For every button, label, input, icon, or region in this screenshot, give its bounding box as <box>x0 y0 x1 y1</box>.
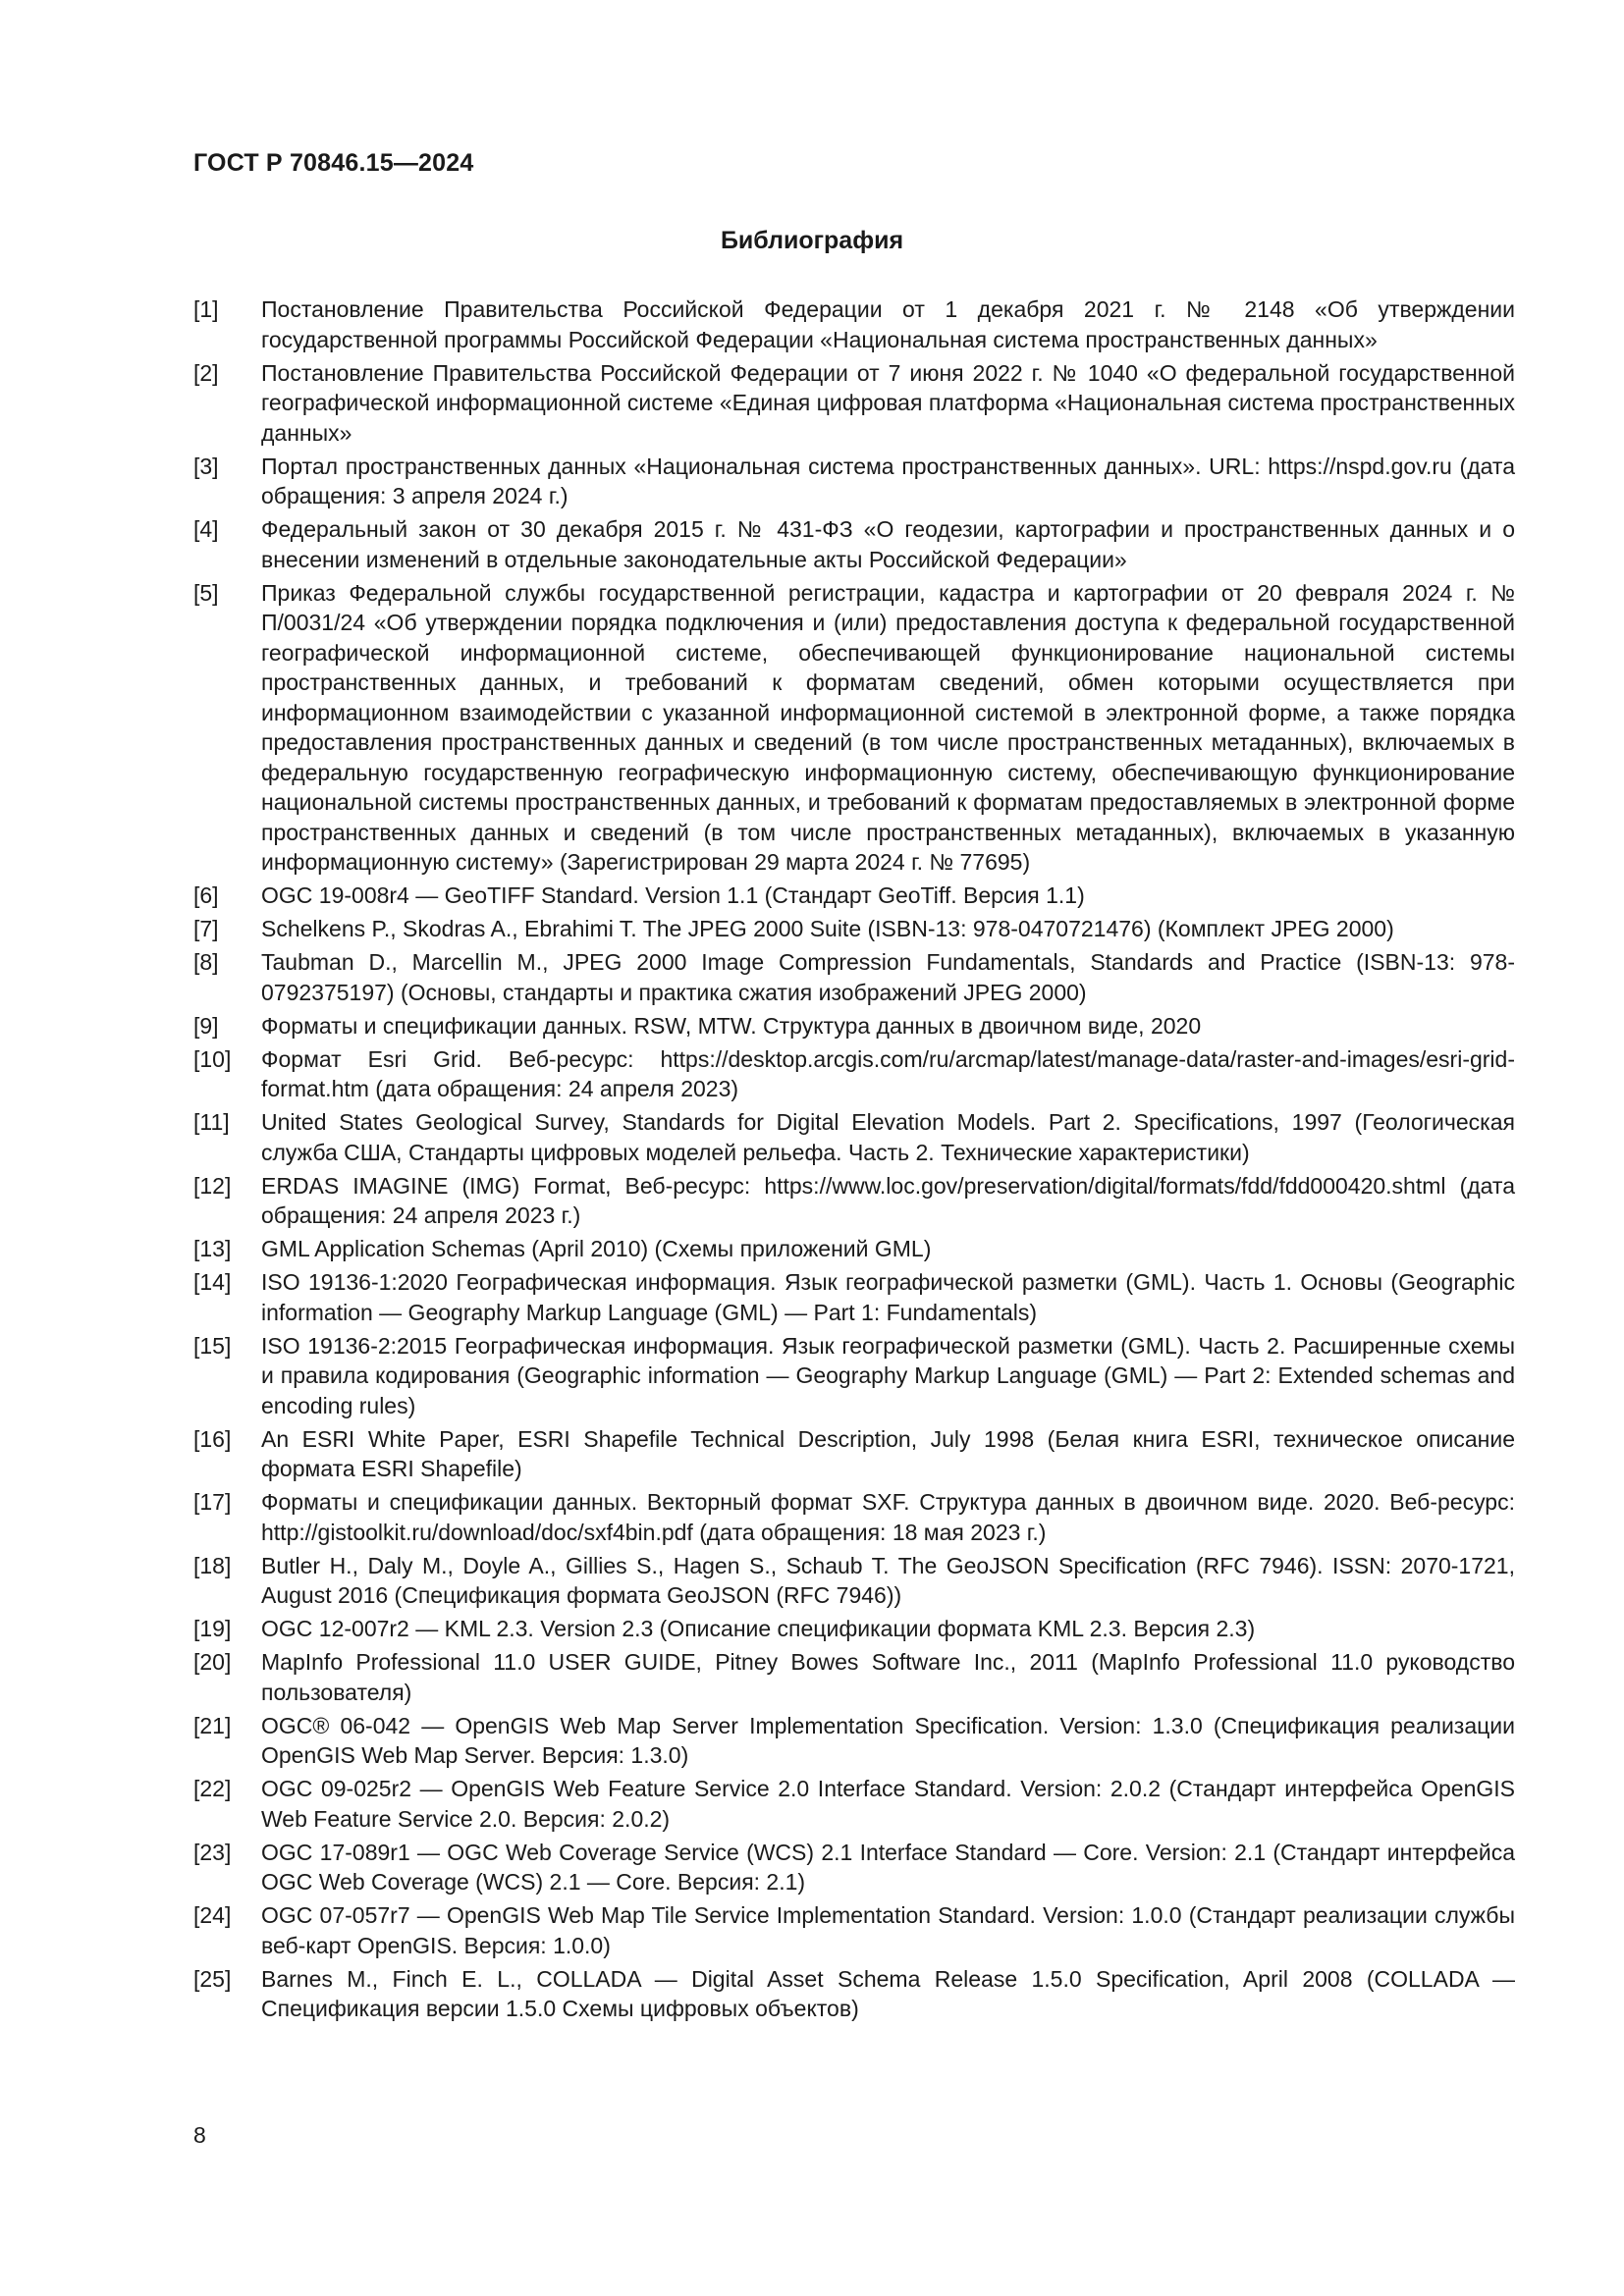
reference-number: [13] <box>193 1236 232 1261</box>
reference-text: Butler H., Daly M., Doyle A., Gillies S., Hagen S., Schaub T. The GeoJSON Specification (RFC 7946). ISSN: 2070-1721, August 2016 (Спецификация формата GeoJSON (RFC 7946)) <box>261 1552 1515 1608</box>
reference-item-8 <box>193 947 1515 1007</box>
reference-text: OGC 12-007r2 — KML 2.3. Version 2.3 (Описание спецификации формата KML 2.3. Версия 2.3) <box>261 1616 1256 1641</box>
reference-item-22 <box>193 1774 1515 1834</box>
reference-item-3 <box>193 452 1515 511</box>
reference-number: [25] <box>193 1965 232 1992</box>
reference-number: [18] <box>193 1552 232 1578</box>
document-standard-id: ГОСТ Р 70846.15—2024 <box>193 149 474 177</box>
reference-text: United States Geological Survey, Standards for Digital Elevation Models. Part 2. Specifications, 1997 (Геологическая служба США, Стандарты цифровых моделей рельефа. Часть 2. Технические характеристики) <box>261 1109 1515 1165</box>
reference-number: [12] <box>193 1172 232 1199</box>
reference-item-14 <box>193 1267 1515 1327</box>
reference-item-1 <box>193 294 1515 354</box>
reference-item-23 <box>193 1838 1515 1897</box>
reference-number: [6] <box>193 882 219 908</box>
reference-text: Постановление Правительства Российской Федерации от 1 декабря 2021 г. № 2148 «Об утверждении государственной программы Российской Федерации «Национальная система пространственных данных» <box>261 296 1515 352</box>
reference-number: [15] <box>193 1332 232 1359</box>
reference-text: Федеральный закон от 30 декабря 2015 г. № 431-ФЗ «О геодезии, картографии и пространственных данных и о внесении изменений в отдельные законодательные акты Российской Федерации» <box>261 516 1515 572</box>
reference-number: [9] <box>193 1012 219 1039</box>
reference-number: [2] <box>193 359 219 386</box>
reference-item-25 <box>193 1964 1515 2024</box>
reference-number: [4] <box>193 516 219 542</box>
reference-number: [17] <box>193 1489 232 1515</box>
reference-number: [11] <box>193 1109 230 1135</box>
reference-text: ERDAS IMAGINE (IMG) Format, Веб-ресурс: https://www.loc.gov/preservation/digital/formats/fdd/fdd000420.shtml (дата обращения: 24 апреля 2023 г.) <box>261 1172 1515 1228</box>
reference-number: [3] <box>193 453 219 479</box>
reference-item-16 <box>193 1424 1515 1484</box>
reference-item-12 <box>193 1171 1515 1231</box>
reference-text: OGC 19-008r4 — GeoTIFF Standard. Version 1.1 (Стандарт GeoTiff. Версия 1.1) <box>261 882 1085 908</box>
reference-number: [5] <box>193 579 219 606</box>
page-number: 8 <box>193 2122 206 2148</box>
reference-item-2 <box>193 358 1515 449</box>
reference-item-20 <box>193 1647 1515 1707</box>
reference-number: [22] <box>193 1776 232 1801</box>
reference-item-17 <box>193 1487 1515 1547</box>
reference-text: ISO 19136-2:2015 Географическая информация. Язык географической разметки (GML). Часть 2. Расширенные схемы и правила кодирования (Geographic information — Geography Markup Language (GML) — Part 2: Extended schemas and encoding rules) <box>261 1332 1515 1418</box>
reference-text: Форматы и спецификации данных. Векторный формат SXF. Структура данных в двоичном виде. 2020. Веб-ресурс: http://gistoolkit.ru/download/doc/sxf4bin.pdf (дата обращения: 18 мая 2023 г.) <box>261 1489 1515 1545</box>
reference-item-13 <box>193 1234 1515 1264</box>
reference-text: OGC® 06-042 — OpenGIS Web Map Server Implementation Specification. Version: 1.3.0 (Спецификация реализации OpenGIS Web Map Server. Версия: 1.3.0) <box>261 1712 1515 1768</box>
reference-text: Формат Esri Grid. Веб-ресурс: https://desktop.arcgis.com/ru/arcmap/latest/manage-data/raster-and-images/esri-grid-format.htm (дата обращения: 24 апреля 2023) <box>261 1045 1515 1101</box>
reference-item-6 <box>193 881 1515 911</box>
reference-item-15 <box>193 1331 1515 1421</box>
reference-item-4 <box>193 514 1515 574</box>
reference-text: Приказ Федеральной службы государственной регистрации, кадастра и картографии от 20 февраля 2024 г. № П/0031/24 «Об утверждении порядка подключения и (или) предоставления доступа к федеральной государственной географической информационной системе, обеспечивающей функционирование национальной системы пространственных данных, и требований к форматам сведений, обмен которыми осуществляется при информационном взаимодействии с указанной информационной системой в электронной форме, а также порядка предоставления пространственных данных и сведений (в том числе пространственных метаданных), включаемых в федеральную государственную географическую информационную систему, обеспечивающую функционирование национальной системы пространственных данных, и требований к форматам предоставляемых в электронной форме пространственных данных и сведений (в том числе пространственных метаданных), включаемых в указанную информационную систему» (Зарегистрирован 29 марта 2024 г. № 77695) <box>261 579 1515 875</box>
reference-number: [8] <box>193 949 219 975</box>
reference-number: [7] <box>193 916 219 941</box>
reference-text: Портал пространственных данных «Национальная система пространственных данных». URL: https://nspd.gov.ru (дата обращения: 3 апреля 2024 г.) <box>261 453 1515 508</box>
reference-text: Форматы и спецификации данных. RSW, MTW. Структура данных в двоичном виде, 2020 <box>261 1012 1202 1039</box>
reference-text: An ESRI White Paper, ESRI Shapefile Technical Description, July 1998 (Белая книга ESRI, техническое описание формата ESRI Shapefile) <box>261 1425 1515 1481</box>
reference-number: [24] <box>193 1902 232 1928</box>
reference-text: Постановление Правительства Российской Федерации от 7 июня 2022 г. № 1040 «О федеральной государственной географической информационной системе «Единая цифровая платформа «Национальная система пространственных данных» <box>261 359 1515 446</box>
reference-number: [1] <box>193 296 219 322</box>
reference-number: [14] <box>193 1269 232 1295</box>
reference-item-11 <box>193 1107 1515 1167</box>
reference-text: OGC 07-057r7 — OpenGIS Web Map Tile Service Implementation Standard. Version: 1.0.0 (Стандарт реализации службы веб-карт OpenGIS. Версия: 1.0.0) <box>261 1902 1515 1958</box>
reference-item-19 <box>193 1614 1515 1644</box>
reference-item-10 <box>193 1044 1515 1104</box>
reference-number: [10] <box>193 1045 232 1072</box>
reference-number: [23] <box>193 1839 232 1865</box>
reference-item-24 <box>193 1900 1515 1960</box>
reference-text: OGC 17-089r1 — OGC Web Coverage Service (WCS) 2.1 Interface Standard — Core. Version: 2.1 (Стандарт интерфейса OGC Web Coverage (WCS) 2.1 — Core. Версия: 2.1) <box>261 1839 1515 1895</box>
reference-item-21 <box>193 1711 1515 1771</box>
reference-text: OGC 09-025r2 — OpenGIS Web Feature Service 2.0 Interface Standard. Version: 2.0.2 (Стандарт интерфейса OpenGIS Web Feature Service 2.0. Версия: 2.0.2) <box>261 1776 1515 1832</box>
reference-number: [20] <box>193 1649 232 1675</box>
reference-number: [19] <box>193 1616 232 1641</box>
reference-item-5 <box>193 578 1515 878</box>
reference-text: GML Application Schemas (April 2010) (Схемы приложений GML) <box>261 1236 932 1261</box>
reference-text: ISO 19136-1:2020 Географическая информация. Язык географической разметки (GML). Часть 1. Основы (Geographic information — Geography Markup Language (GML) — Part 1: Fundamentals) <box>261 1269 1515 1325</box>
reference-text: Barnes M., Finch E. L., COLLADA — Digital Asset Schema Release 1.5.0 Specification, April 2008 (COLLADA — Спецификация версии 1.5.0 Схемы цифровых объектов) <box>261 1965 1515 2021</box>
reference-text: Schelkens P., Skodras A., Ebrahimi T. The JPEG 2000 Suite (ISBN-13: 978-0470721476) (Комплект JPEG 2000) <box>261 916 1394 941</box>
reference-item-18 <box>193 1551 1515 1611</box>
reference-text: MapInfo Professional 11.0 USER GUIDE, Pitney Bowes Software Inc., 2011 (MapInfo Professional 11.0 руководство пользователя) <box>261 1649 1515 1705</box>
page-title: Библиография <box>720 227 904 254</box>
reference-item-7 <box>193 914 1515 944</box>
reference-number: [21] <box>193 1712 232 1738</box>
reference-text: Taubman D., Marcellin M., JPEG 2000 Image Compression Fundamentals, Standards and Practice (ISBN-13: 978-0792375197) (Основы, стандарты и практика сжатия изображений JPEG 2000) <box>261 949 1515 1005</box>
reference-number: [16] <box>193 1425 232 1452</box>
bibliography-list <box>193 294 1515 2027</box>
reference-item-9 <box>193 1011 1515 1041</box>
